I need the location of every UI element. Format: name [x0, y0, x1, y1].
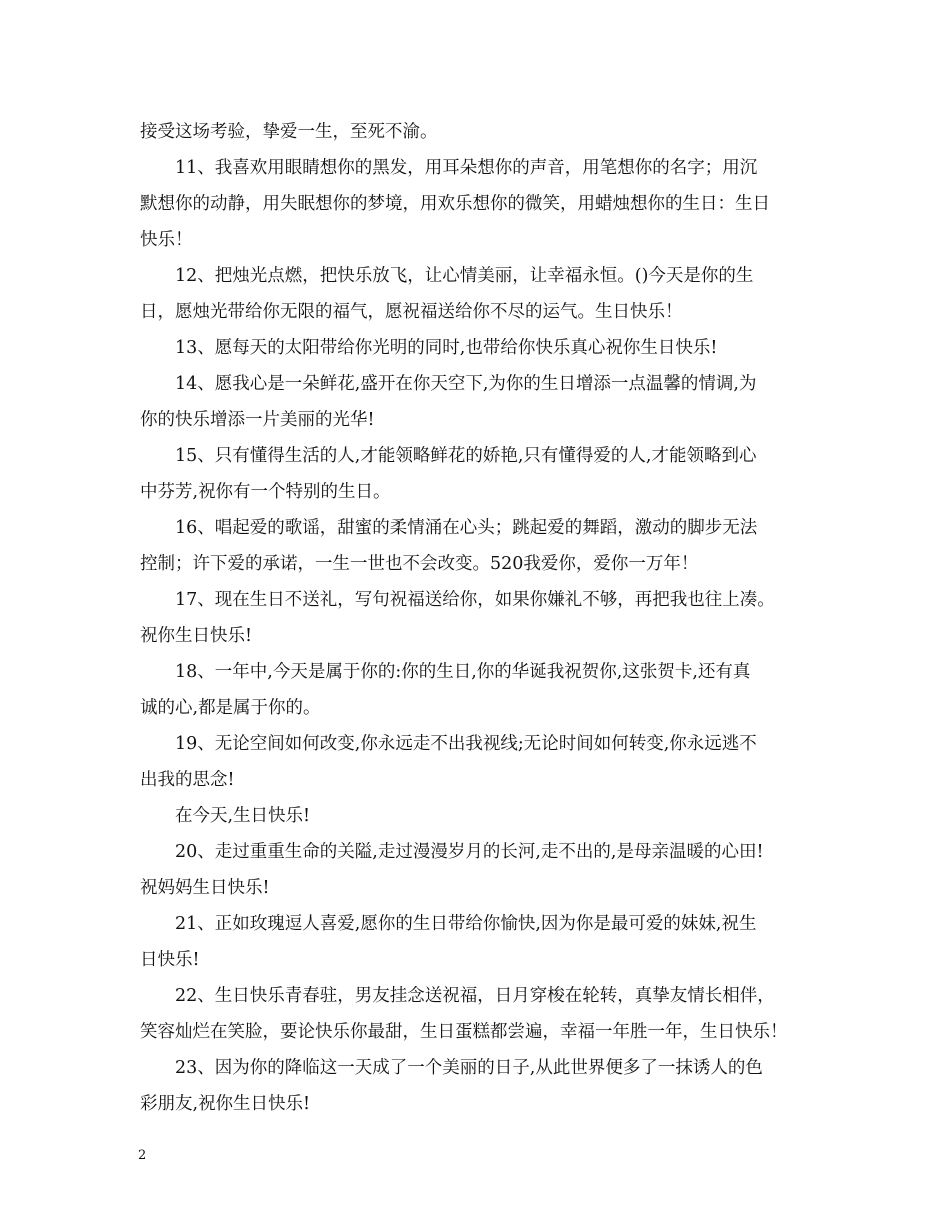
text-line: 18、一年中,今天是属于你的:你的生日,你的华诞我祝贺你,这张贺卡,还有真: [175, 662, 751, 682]
text-line: 祝妈妈生日快乐!: [140, 878, 270, 898]
text-line: 快乐！: [140, 230, 193, 250]
text-line: 诚的心,都是属于你的。: [140, 698, 321, 718]
text-line: 接受这场考验，挚爱一生，至死不渝。: [140, 122, 438, 142]
text-line: 日，愿烛光带给你无限的福气，愿祝福送给你不尽的运气。生日快乐！: [140, 302, 683, 322]
text-line: 控制；许下爱的承诺，一生一世也不会改变。520我爱你，爱你一万年！: [140, 554, 699, 574]
text-line: 15、只有懂得生活的人,才能领略鲜花的娇艳,只有懂得爱的人,才能领略到心: [175, 446, 757, 466]
text-line: 21、正如玫瑰逗人喜爱,愿你的生日带给你愉快,因为你是最可爱的妹妹,祝生: [175, 914, 757, 934]
text-line: 出我的思念!: [140, 770, 235, 790]
text-line: 彩朋友,祝你生日快乐!: [140, 1094, 311, 1114]
text-line: 中芬芳,祝你有一个特别的生日。: [140, 482, 391, 502]
text-line: 笑容灿烂在笑脸，要论快乐你最甜，生日蛋糕都尝遍，幸福一年胜一年，生日快乐！: [140, 1022, 788, 1042]
text-line: 13、愿每天的太阳带给你光明的同时,也带给你快乐真心祝你生日快乐!: [175, 338, 718, 358]
text-line: 祝你生日快乐!: [140, 626, 253, 646]
text-line: 16、唱起爱的歌谣，甜蜜的柔情涌在心头；跳起爱的舞蹈，激动的脚步无法: [175, 518, 758, 538]
text-line: 17、现在生日不送礼，写句祝福送给你，如果你嫌礼不够，再把我也往上凑。: [175, 590, 775, 610]
text-line: 12、把烛光点燃，把快乐放飞，让心情美丽，让幸福永恒。()今天是你的生: [175, 266, 754, 286]
text-line: 20、走过重重生命的关隘,走过漫漫岁月的长河,走不出的,是母亲温暖的心田!: [175, 842, 764, 862]
text-line: 11、我喜欢用眼睛想你的黑发，用耳朵想你的声音，用笔想你的名字；用沉: [175, 158, 758, 178]
text-line: 14、愿我心是一朵鲜花,盛开在你天空下,为你的生日增添一点温馨的情调,为: [175, 374, 757, 394]
text-line: 23、因为你的降临这一天成了一个美丽的日子,从此世界便多了一抹诱人的色: [175, 1058, 763, 1078]
body-text: [140, 114, 820, 1122]
text-line: 你的快乐增添一片美丽的光华!: [140, 410, 375, 430]
text-line: 默想你的动静，用失眠想你的梦境，用欢乐想你的微笑，用蜡烛想你的生日：生日: [140, 194, 770, 214]
page-number: 2: [138, 1148, 147, 1163]
text-line: 22、生日快乐青春驻，男友挂念送祝福，日月穿梭在轮转，真挚友情长相伴，: [175, 986, 775, 1006]
text-line: 日快乐!: [140, 950, 200, 970]
text-line: 在今天,生日快乐!: [175, 806, 311, 826]
text-line: 19、无论空间如何改变,你永远走不出我视线;无论时间如何转变,你永远逃不: [175, 734, 757, 754]
